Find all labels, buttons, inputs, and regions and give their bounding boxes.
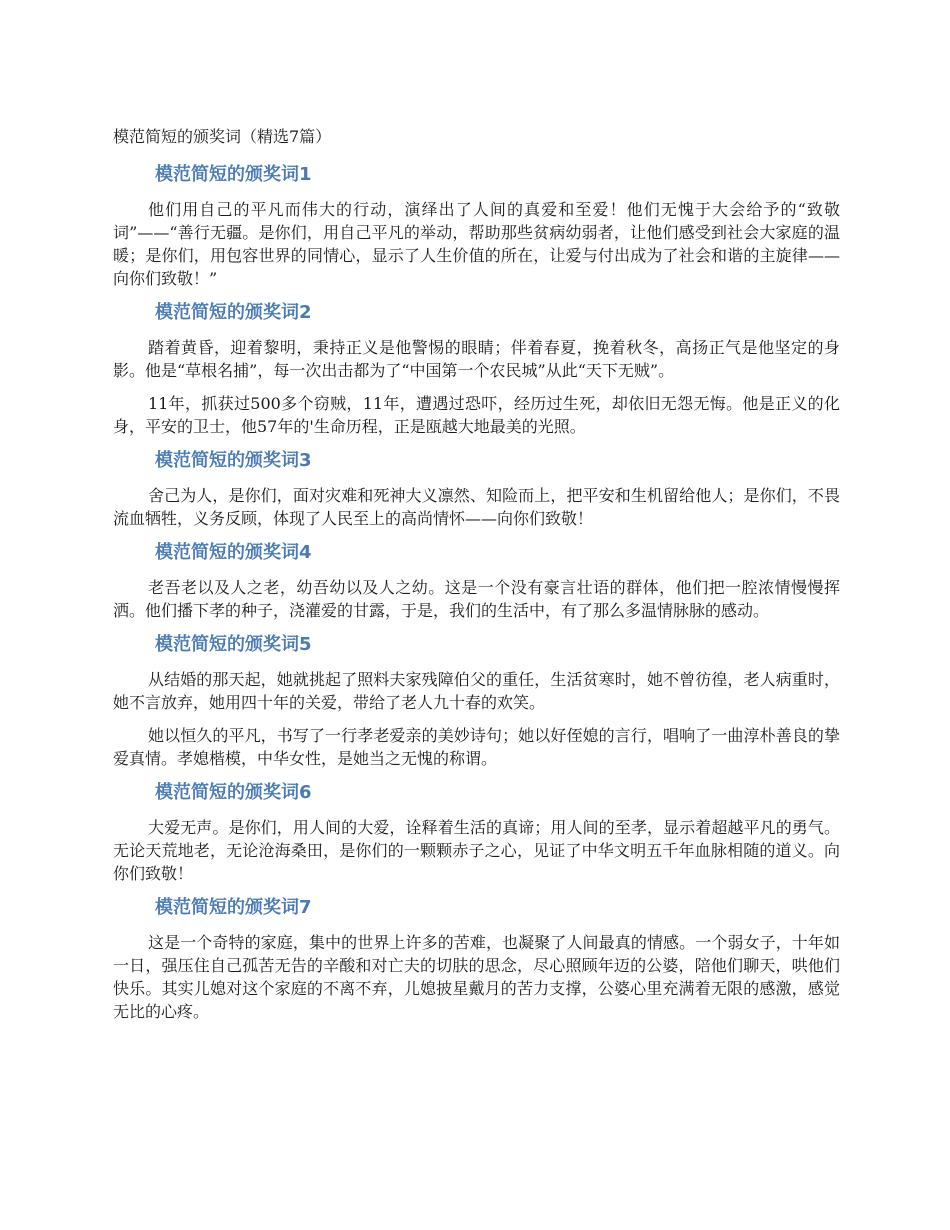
section-heading: 模范简短的颁奖词6 [155,782,312,803]
section-7 [113,895,840,1023]
section-4 [113,540,840,622]
section-heading: 模范简短的颁奖词4 [155,542,312,563]
section-heading: 模范简短的颁奖词5 [155,634,312,655]
paragraph: 踏着黄昏，迎着黎明，秉持正义是他警惕的眼睛；伴着春夏，挽着秋冬，高扬正气是他坚定的身影。他是“草根名捕”，每一次出击都为了“中国第一个农民城”从此“天下无贼”。 [113,338,840,380]
paragraph: 她以恒久的平凡，书写了一行孝老爱亲的美妙诗句；她以好侄媳的言行，唱响了一曲淳朴善良的挚爱真情。孝媳楷模，中华女性，是她当之无愧的称谓。 [113,726,840,768]
document-title: 模范简短的颁奖词（精选7篇） [113,127,332,146]
section-2 [113,300,840,438]
paragraph: 大爱无声。是你们，用人间的大爱，诠释着生活的真谛；用人间的至孝，显示着超越平凡的勇气。无论天荒地老，无论沧海桑田，是你们的一颗颗赤子之心，见证了中华文明五千年血脉相随的道义。向你们致敬！ [113,818,840,883]
paragraph: 老吾老以及人之老，幼吾幼以及人之幼。这是一个没有豪言壮语的群体，他们把一腔浓情慢慢挥洒。他们播下孝的种子，浇灌爱的甘露，于是，我们的生活中，有了那么多温情脉脉的感动。 [113,578,840,620]
section-heading: 模范简短的颁奖词2 [155,302,312,323]
paragraph: 这是一个奇特的家庭，集中的世界上许多的苦难，也凝聚了人间最真的情感。一个弱女子，十年如一日，强压住自己孤苦无告的辛酸和对亡夫的切肤的思念，尽心照顾年迈的公婆，陪他们聊天，哄他们快乐。其实儿媳对这个家庭的不离不弃，儿媳披星戴月的苦力支撑，公婆心里充满着无限的感激，感觉无比的心疼。 [113,933,840,1021]
paragraph: 11年，抓获过500多个窃贼，11年，遭遇过恐吓，经历过生死，却依旧无怨无悔。他是正义的化身，平安的卫士，他57年的'生命历程，正是瓯越大地最美的光照。 [113,394,840,436]
section-heading: 模范简短的颁奖词7 [155,897,312,918]
section-5 [113,632,840,770]
document-page [113,124,840,1033]
section-3 [113,448,840,530]
section-1 [113,162,840,290]
paragraph: 他们用自己的平凡而伟大的行动，演绎出了人间的真爱和至爱！他们无愧于大会给予的“致敬词”——“善行无疆。是你们，用自己平凡的举动，帮助那些贫病幼弱者，让他们感受到社会大家庭的温暖；是你们，用包容世界的同情心，显示了人生价值的所在，让爱与付出成为了社会和谐的主旋律——向你们致敬！” [113,200,840,288]
section-heading: 模范简短的颁奖词3 [155,450,312,471]
section-heading: 模范简短的颁奖词1 [155,164,312,185]
section-6 [113,780,840,885]
paragraph: 舍己为人，是你们，面对灾难和死神大义凛然、知险而上，把平安和生机留给他人；是你们，不畏流血牺牲，义务反顾，体现了人民至上的高尚情怀——向你们致敬！ [113,486,840,528]
paragraph: 从结婚的那天起，她就挑起了照料夫家残障伯父的重任，生活贫寒时，她不曾彷徨，老人病重时，她不言放弃，她用四十年的关爱，带给了老人九十春的欢笑。 [113,670,840,712]
